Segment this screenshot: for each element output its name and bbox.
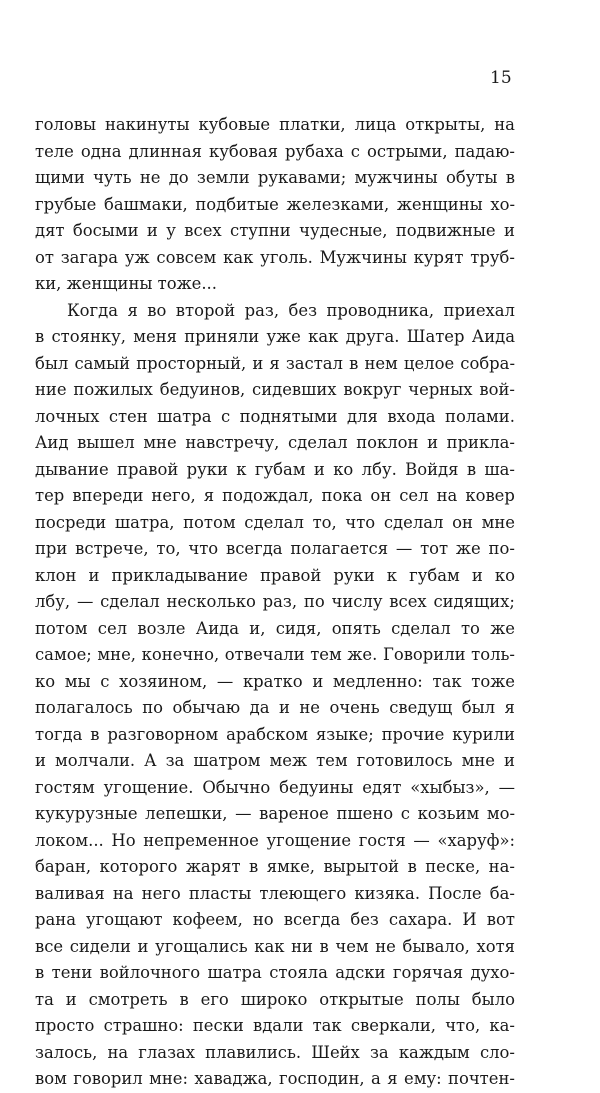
text-line: вом говорил мне: хаваджа, господин, а я ему: почтен-: [35, 1069, 515, 1088]
text-line: клон и прикладывание правой руки к губам и ко: [35, 565, 515, 585]
text-line: дят босыми и у всех ступни чудесные, подвижные и: [35, 221, 515, 240]
text-line: ко мы с хозяином, — кратко и медленно: так тоже: [35, 671, 515, 691]
text-line: лочных стен шатра с поднятыми для входа полами.: [35, 406, 515, 426]
text-line: просто страшно: пески вдали так сверкали, что, ка-: [35, 1016, 515, 1035]
text-line: при встрече, то, что всегда полагается — тот же по-: [35, 539, 515, 558]
text-line: грубые башмаки, подбитые железками, женщины хо-: [35, 194, 515, 214]
text-line: Когда я во второй раз, без проводника, приехал: [67, 300, 515, 320]
text-line: щими чуть не до земли рукавами; мужчины обуты в: [35, 168, 515, 187]
text-line: Аид вышел мне навстречу, сделал поклон и прикла-: [35, 433, 515, 452]
text-line: ние пожилых бедуинов, сидевших вокруг черных вой-: [35, 380, 515, 399]
text-line: все сидели и угощались как ни в чем не бывало, хотя: [35, 936, 515, 956]
text-line: локом... Но непременное угощение гостя — «харуф»:: [35, 830, 515, 850]
text-line: та и смотреть в его широко открытые полы было: [35, 989, 515, 1009]
page-number: 15: [490, 68, 512, 88]
text-line: гостям угощение. Обычно бедуины едят «хыбыз», —: [35, 777, 515, 797]
text-line: был самый просторный, и я застал в нем целое собра-: [35, 353, 515, 373]
text-line: залось, на глазах плавились. Шейх за каждым сло-: [35, 1042, 515, 1062]
text-line: лбу, — сделал несколько раз, по числу всех сидящих;: [35, 592, 515, 611]
text-line: ки, женщины тоже...: [35, 274, 217, 293]
text-line: тогда в разговорном арабском языке; прочие курили: [35, 724, 515, 744]
text-line: потом сел возле Аида и, сидя, опять сделал то же: [35, 618, 515, 638]
text-line: баран, которого жарят в ямке, вырытой в песке, на-: [35, 857, 515, 876]
text-line: в стоянку, меня приняли уже как друга. Шатер Аида: [35, 327, 515, 346]
text-line: головы накинуты кубовые платки, лица открыты, на: [35, 115, 515, 134]
text-line: дывание правой руки к губам и ко лбу. Войдя в ша-: [35, 459, 515, 479]
text-line: от загара уж совсем как уголь. Мужчины курят труб-: [35, 247, 515, 267]
text-line: и молчали. А за шатром меж тем готовилось мне и: [35, 751, 515, 770]
text-line: в тени войлочного шатра стояла адски горячая духо-: [35, 963, 515, 982]
text-line: рана угощают кофеем, но всегда без сахара. И вот: [35, 910, 515, 929]
text-line: кукурузные лепешки, — вареное пшено с козьим мо-: [35, 804, 515, 823]
text-line: тер впереди него, я подождал, пока он сел на ковер: [35, 486, 515, 505]
text-body: [35, 112, 515, 1093]
text-line: посреди шатра, потом сделал то, что сделал он мне: [35, 512, 515, 532]
text-line: полагалось по обычаю да и не очень сведущ был я: [35, 698, 515, 717]
text-line: теле одна длинная кубовая рубаха с острыми, падаю-: [35, 141, 515, 161]
text-line: валивая на него пласты тлеющего кизяка. После ба-: [35, 883, 515, 903]
text-line: самое; мне, конечно, отвечали тем же. Говорили толь-: [35, 645, 515, 664]
